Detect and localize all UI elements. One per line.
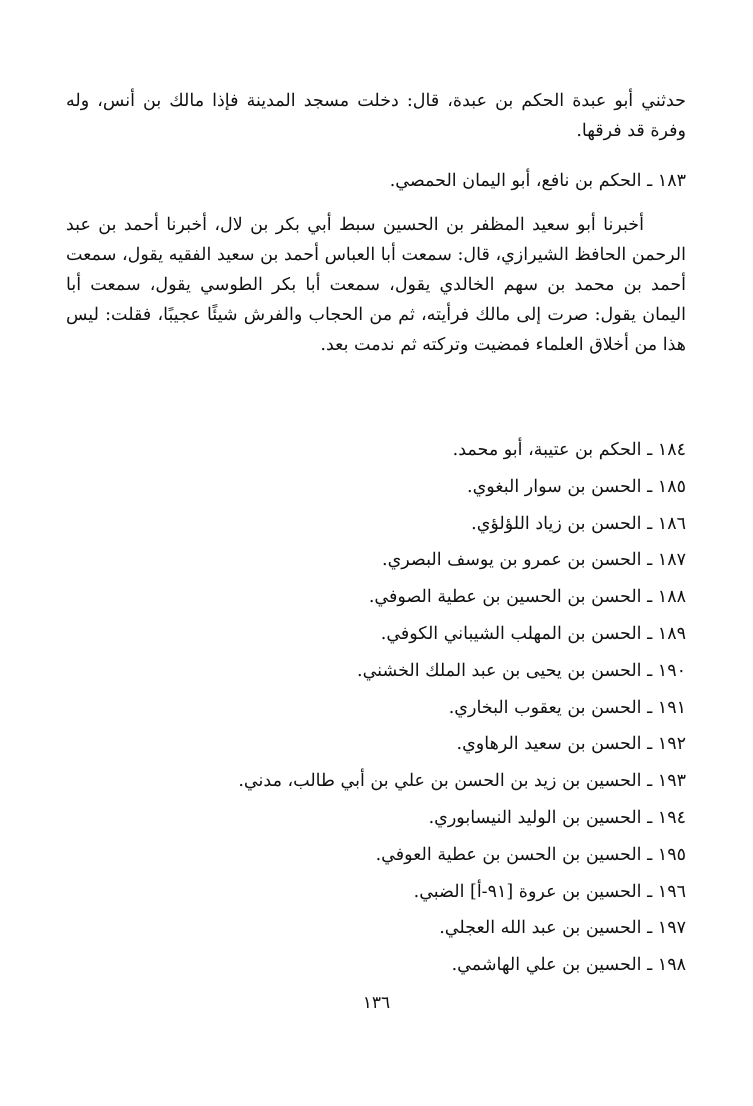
entry-197: ١٩٧ ـ الحسين بن عبد الله العجلي. (439, 918, 686, 939)
entries-list (238, 432, 686, 984)
entry-187: ١٨٧ ـ الحسن بن عمرو بن يوسف البصري. (382, 550, 686, 571)
paragraph-abu-al-yaman-narration: أخبرنا أبو سعيد المظفر بن الحسين سبط أبي بكر بن لال، أخبرنا أحمد بن عبد الرحمن الحافظ الشيرازي، قال: سمعت أبا العباس أحمد بن سعيد الفقيه يقول، سمعت أحمد بن محمد بن سهم الخالدي يقول، سمعت أبا بكر الطوسي يقول، سمعت أبا اليمان يقول: صرت إلى مالك فرأيته، ثم من الحجاب والفرش شيئًا عجيبًا، فقلت: ليس هذا من أخلاق العلماء فمضيت وتركته ثم ندمت بعد. (66, 215, 686, 355)
entry-189: ١٨٩ ـ الحسن بن المهلب الشيباني الكوفي. (380, 623, 686, 644)
entry-193: ١٩٣ ـ الحسين بن زيد بن الحسن بن علي بن أبي طالب، مدني. (238, 771, 686, 792)
entry-188: ١٨٨ ـ الحسن بن الحسين بن عطية الصوفي. (368, 587, 686, 608)
entry-184: ١٨٤ ـ الحكم بن عتيبة، أبو محمد. (452, 440, 686, 460)
entry-198: ١٩٨ ـ الحسين بن علي الهاشمي. (451, 955, 686, 976)
entry-183: ١٨٣ ـ الحكم بن نافع، أبو اليمان الحمصي. (389, 171, 686, 191)
entry-194: ١٩٤ ـ الحسين بن الوليد النيسابوري. (428, 807, 686, 828)
entry-192: ١٩٢ ـ الحسن بن سعيد الرهاوي. (456, 734, 686, 755)
entry-185: ١٨٥ ـ الحسن بن سوار البغوي. (467, 476, 686, 497)
entry-186: ١٨٦ ـ الحسن بن زياد اللؤلؤي. (471, 513, 686, 534)
page-number: ١٣٦ (362, 993, 391, 1013)
entry-195: ١٩٥ ـ الحسين بن الحسن بن عطية العوفي. (375, 844, 686, 865)
entry-190: ١٩٠ ـ الحسن بن يحيى بن عبد الملك الخشني. (357, 660, 686, 681)
paragraph-hakam-ibn-abda: حدثني أبو عبدة الحكم بن عبدة، قال: دخلت مسجد المدينة فإذا مالك بن أنس، وله وفرة قد فرقها. (66, 91, 686, 141)
entry-196: ١٩٦ ـ الحسين بن عروة [٩١-أ] الضبي. (413, 881, 686, 902)
entry-191: ١٩١ ـ الحسن بن يعقوب البخاري. (448, 697, 686, 718)
